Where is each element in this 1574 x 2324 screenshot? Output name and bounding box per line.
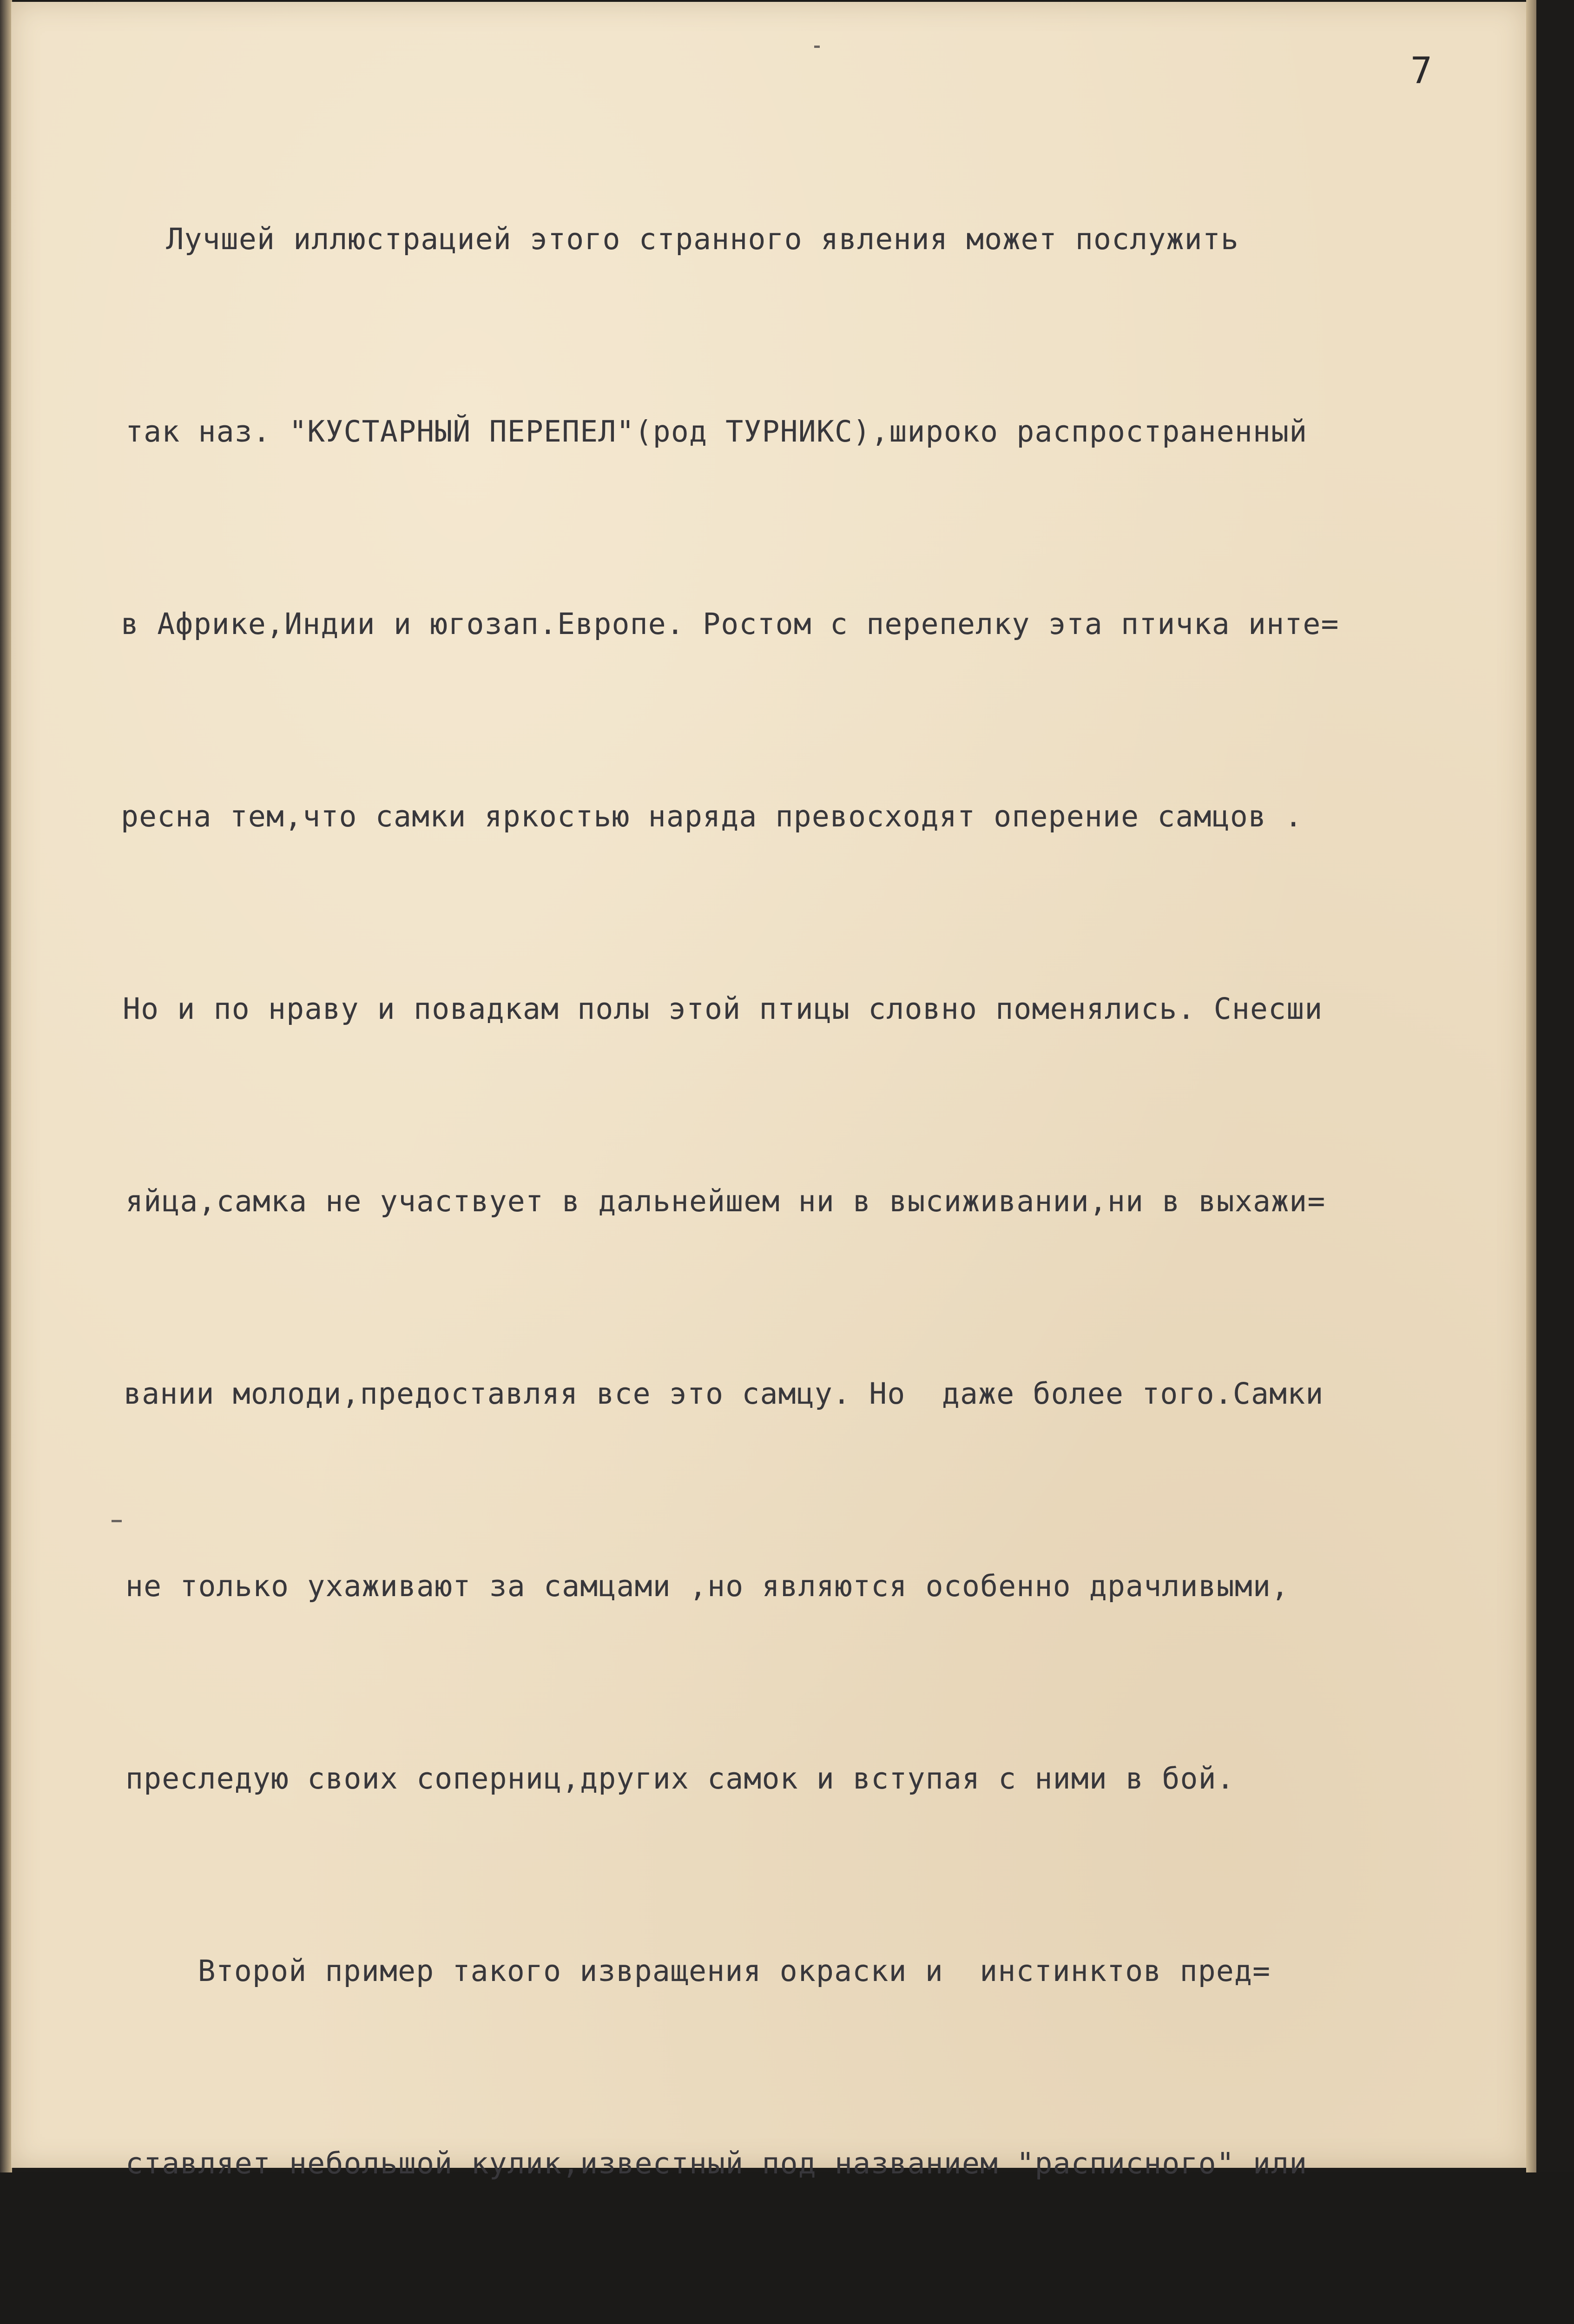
text-line: ресна тем,что самки яркостью наряда превосходят оперение самцов . [121, 799, 1303, 833]
ink-speck [814, 46, 820, 48]
page-number: 7 [1410, 50, 1432, 92]
text-line: ставляет небольшой кулик,известный под названием "расписного" или [125, 2146, 1308, 2180]
text-line: не только ухаживают за самцами ,но являются особенно драчливыми, [125, 1569, 1290, 1603]
binding-edge [0, 0, 12, 2172]
text-line: Второй пример такого извращения окраски и инстинктов пред= [107, 1954, 1271, 1988]
text-line: преследую своих соперниц,других самок и вступая с ними в бой. [125, 1762, 1235, 1796]
page-edge [1526, 0, 1536, 2172]
margin-tick [112, 1520, 122, 1522]
text-line: Лучшей иллюстрацией этого странного явления может послужить [112, 222, 1239, 256]
text-line: яйца,самка не участвует в дальнейшем ни в высиживании,ни в выхажи= [125, 1184, 1326, 1218]
text-line: вании молоди,предоставляя все это самцу. Но даже более того.Самки [124, 1377, 1324, 1411]
typewritten-text [107, 79, 1524, 2324]
text-line: Но и по нраву и повадкам полы этой птицы словно поменялись. Снесши [123, 992, 1323, 1026]
text-line: так наз. "КУСТАРНЫЙ ПЕРЕПЕЛ"(род ТУРНИКС),широко распространенный [125, 415, 1308, 449]
text-line: в Африке,Индии и югозап.Европе. Ростом с перепелку эта птичка инте= [121, 607, 1339, 641]
